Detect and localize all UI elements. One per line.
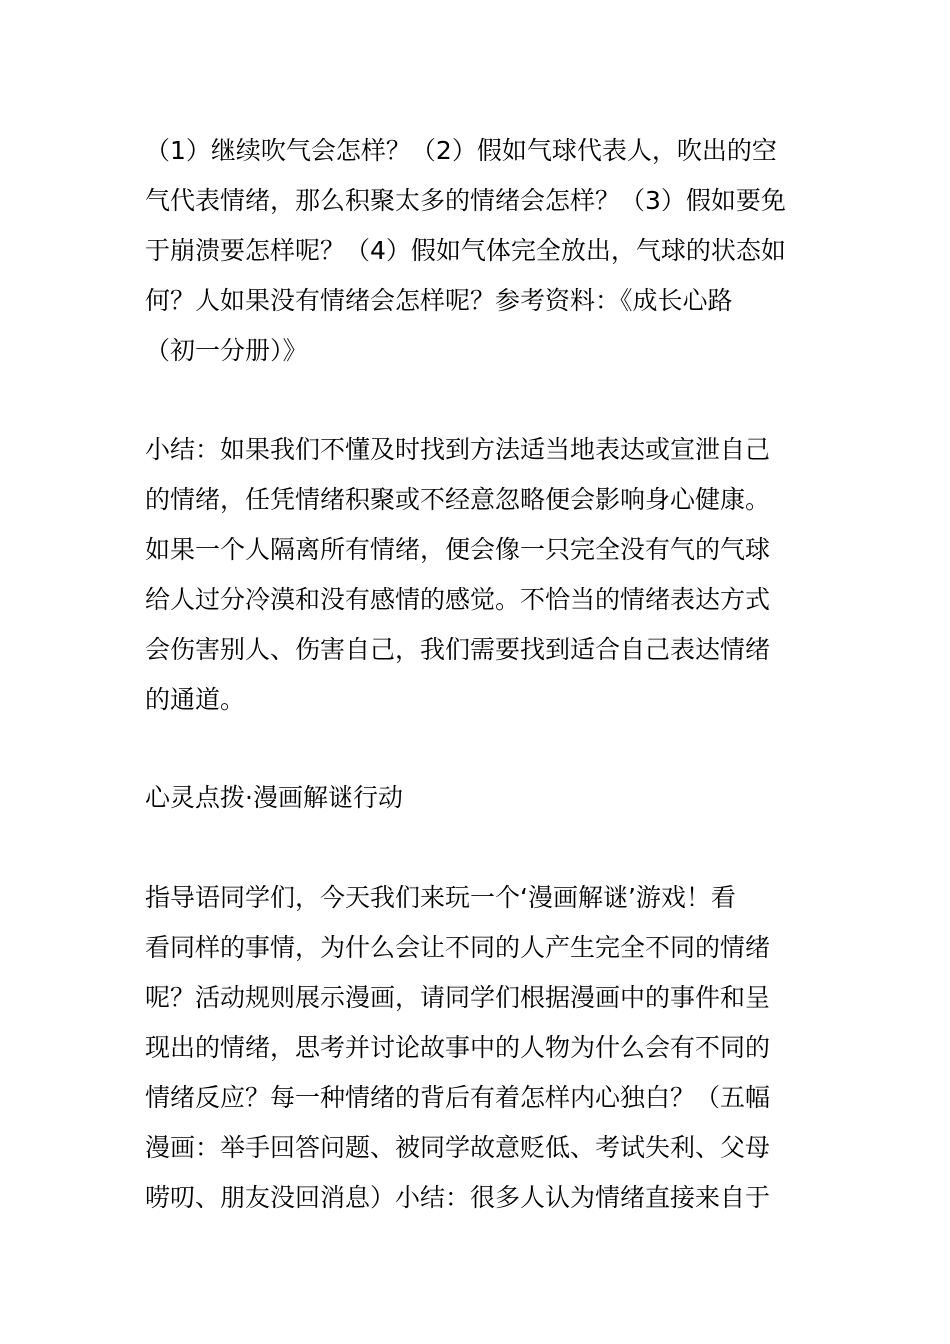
text-line: （初一分册）》 bbox=[145, 336, 308, 365]
text-line: 看同样的事情，为什么会让不同的人产生完全不同的情绪 bbox=[145, 933, 771, 962]
text-line: 于崩溃要怎样呢？（4）假如气体完全放出，气球的状态如 bbox=[145, 236, 786, 265]
text-line: 的情绪，任凭情绪积聚或不经意忽略便会影响身心健康。 bbox=[145, 485, 771, 514]
text-line: 情绪反应？每一种情绪的背后有着怎样内心独白？（五幅 bbox=[145, 1083, 771, 1112]
paragraph-comic-activity bbox=[145, 873, 815, 1223]
text-line: 指导语同学们，今天我们来玩一个‘漫画解谜’游戏！看 bbox=[145, 883, 736, 912]
text-line: 气代表情绪，那么积聚太多的情绪会怎样？（3）假如要免 bbox=[145, 186, 786, 215]
text-line: 给人过分冷漠和没有感情的感觉。不恰当的情绪表达方式 bbox=[145, 585, 771, 614]
text-line: 呢？活动规则展示漫画，请同学们根据漫画中的事件和呈 bbox=[145, 983, 771, 1012]
heading-text: 心灵点拨·漫画解谜行动 bbox=[145, 783, 403, 812]
text-line: 漫画：举手回答问题、被同学故意贬低、考试失利、父母 bbox=[145, 1133, 771, 1162]
section-heading bbox=[145, 773, 815, 823]
paragraph-summary bbox=[145, 425, 815, 725]
text-line: 小结：如果我们不懂及时找到方法适当地表达或宣泄自己 bbox=[145, 435, 771, 464]
paragraph-balloon-questions bbox=[145, 126, 815, 376]
text-line: 如果一个人隔离所有情绪，便会像一只完全没有气的气球 bbox=[145, 535, 771, 564]
text-line: 会伤害别人、伤害自己，我们需要找到适合自己表达情绪 bbox=[145, 635, 771, 664]
text-line: （1）继续吹气会怎样？（2）假如气球代表人，吹出的空 bbox=[145, 136, 777, 165]
text-line: 何？人如果没有情绪会怎样呢？参考资料：《成长心路 bbox=[145, 286, 733, 315]
text-line: 的通道。 bbox=[145, 685, 246, 714]
text-line: 唠叨、朋友没回消息）小结：很多人认为情绪直接来自于 bbox=[145, 1183, 771, 1212]
text-line: 现出的情绪，思考并讨论故事中的人物为什么会有不同的 bbox=[145, 1033, 771, 1062]
